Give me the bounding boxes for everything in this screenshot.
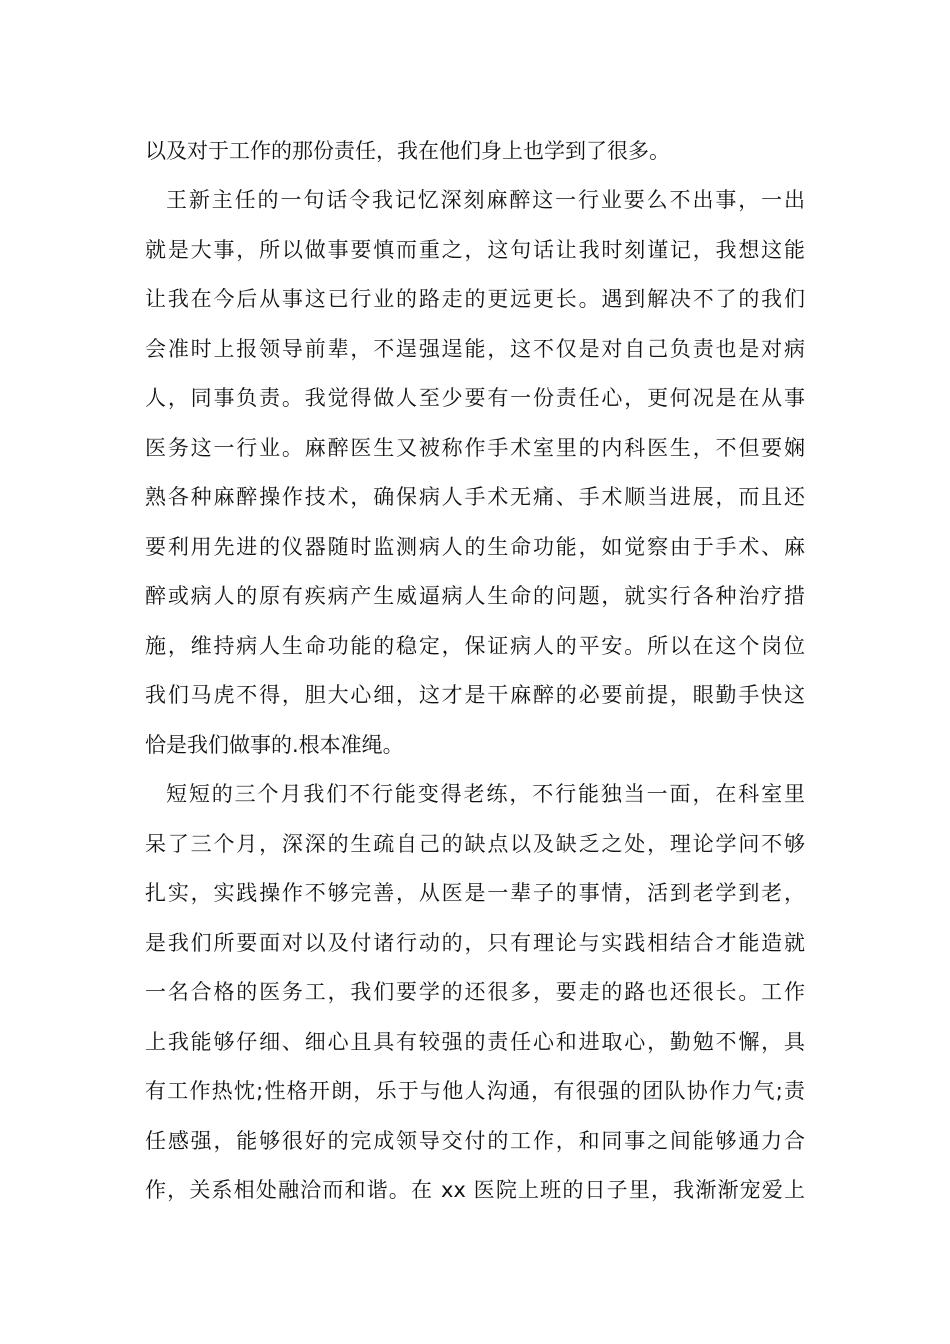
text-line: 人，同事负责。我觉得做人至少要有一份责任心，更何况是在从事	[145, 386, 805, 410]
text-line: 医务这一行业。麻醉医生又被称作手术室里的内科医生，不但要娴	[145, 436, 805, 460]
text-line: 上我能够仔细、细心且具有较强的责任心和进取心，勤勉不懈，具	[145, 1030, 805, 1054]
text-line: 有工作热忱;性格开朗，乐于与他人沟通，有很强的团队协作力气;责	[145, 1079, 805, 1103]
text-line: 扎实，实践操作不够完善，从医是一辈子的事情，活到老学到老，	[145, 881, 805, 905]
text-line: 一名合格的医务工，我们要学的还很多，要走的路也还很长。工作	[145, 980, 805, 1004]
text-line: 王新主任的一句话令我记忆深刻麻醉这一行业要么不出事，一出	[166, 188, 805, 212]
text-line: 是我们所要面对以及付诸行动的，只有理论与实践相结合才能造就	[145, 931, 805, 955]
text-line: 任感强，能够很好的完成领导交付的工作，和同事之间能够通力合	[145, 1129, 805, 1153]
text-line: 以及对于工作的那份责任，我在他们身上也学到了很多。	[145, 139, 670, 163]
text-line: 就是大事，所以做事要慎而重之，这句话让我时刻谨记，我想这能	[145, 238, 805, 262]
text-line: 熟各种麻醉操作技术，确保病人手术无痛、手术顺当进展，而且还	[145, 485, 805, 509]
text-line: 恰是我们做事的.根本准绳。	[145, 733, 404, 757]
text-line: 醉或病人的原有疾病产生威逼病人生命的问题，就实行各种治疗措	[145, 584, 805, 608]
text-line: 会准时上报领导前辈，不逞强逞能，这不仅是对自己负责也是对病	[145, 337, 805, 361]
text-line: 让我在今后从事这已行业的路走的更远更长。遇到解决不了的我们	[145, 287, 805, 311]
text-line: 施，维持病人生命功能的稳定，保证病人的平安。所以在这个岗位	[145, 634, 805, 658]
text-line: 短短的三个月我们不行能变得老练，不行能独当一面，在科室里	[166, 782, 805, 806]
text-line: 要利用先进的仪器随时监测病人的生命功能，如觉察由于手术、麻	[145, 535, 805, 559]
text-line: 呆了三个月，深深的生疏自己的缺点以及缺乏之处，理论学问不够	[145, 832, 805, 856]
text-line: 我们马虎不得，胆大心细，这才是干麻醉的必要前提，眼勤手快这	[145, 683, 805, 707]
text-line: 作，关系相处融洽而和谐。在 xx 医院上班的日子里，我渐渐宠爱上	[145, 1178, 805, 1202]
